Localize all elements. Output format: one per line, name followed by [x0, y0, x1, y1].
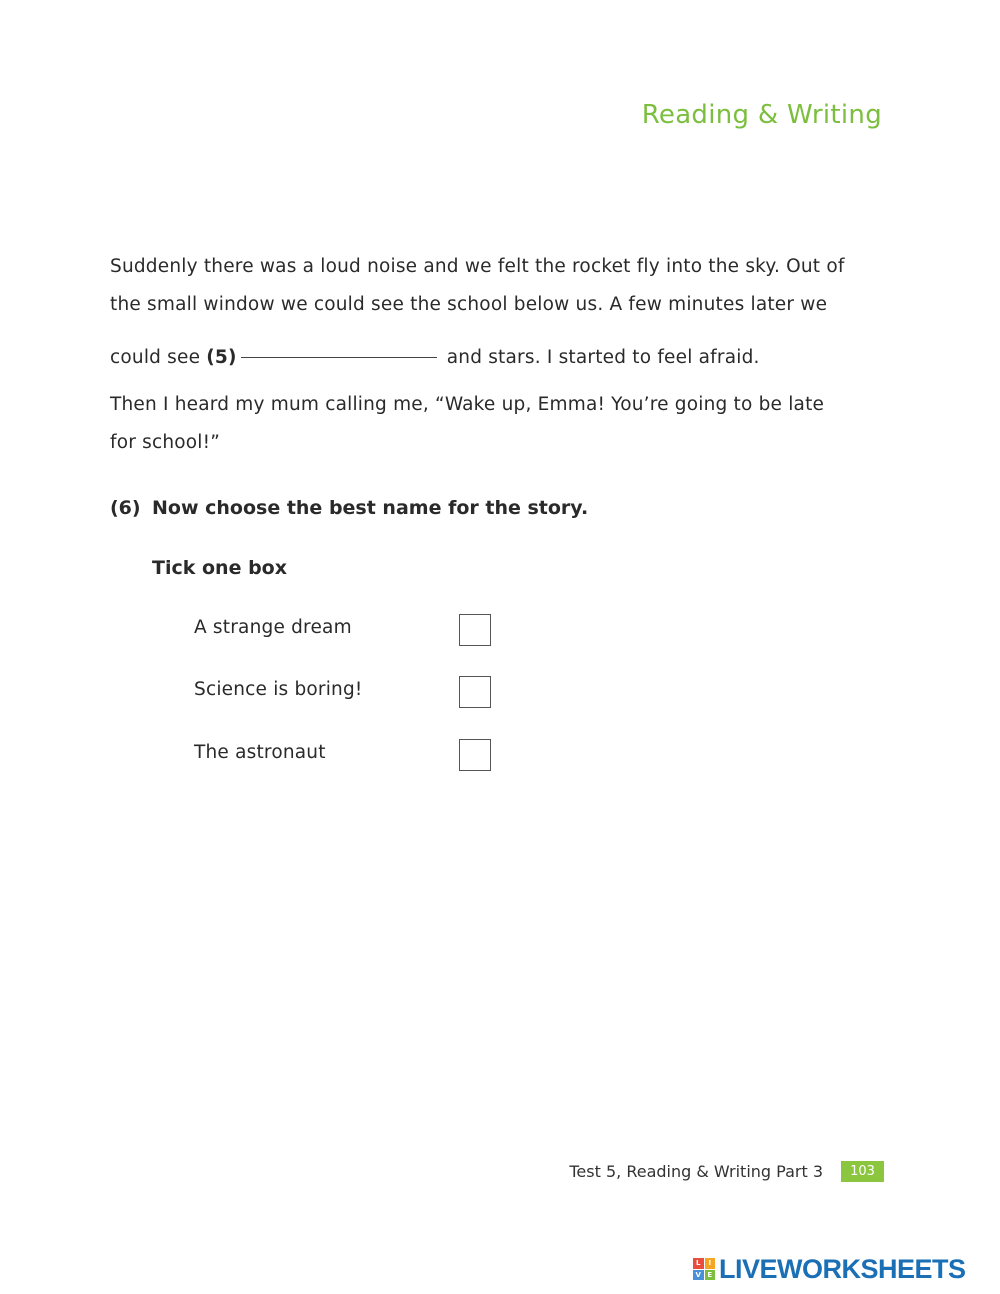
story-line-3 [110, 347, 850, 368]
tick-box-option-1[interactable] [459, 614, 491, 646]
section-title: Reading & Writing [641, 100, 882, 130]
story-line-4: Then I heard my mum calling me, “Wake up, Emma! You’re going to be late [110, 394, 825, 415]
logo-letter-e: E [705, 1270, 716, 1281]
option-label-2: Science is boring! [194, 679, 363, 700]
question-instruction: Tick one box [152, 557, 287, 579]
liveworksheets-logo-icon [693, 1258, 715, 1280]
option-label-3: The astronaut [194, 742, 326, 763]
question-text: Now choose the best name for the story. [152, 497, 589, 519]
logo-letter-v: V [693, 1270, 704, 1281]
liveworksheets-wordmark: LIVEWORKSHEETS [719, 1253, 966, 1284]
gap-number: (5) [206, 347, 237, 368]
liveworksheets-brand [693, 1254, 966, 1284]
tick-box-option-3[interactable] [459, 739, 491, 771]
story-line-3-end: and stars. I started to feel afraid. [440, 347, 760, 368]
footer-test-label: Test 5, Reading & Writing Part 3 [569, 1162, 823, 1181]
question-6 [110, 497, 588, 519]
question-number: (6) [110, 497, 141, 519]
option-label-1: A strange dream [194, 617, 352, 638]
tick-box-option-2[interactable] [459, 676, 491, 708]
answer-blank-5[interactable] [241, 356, 437, 358]
story-line-3-start: could see [110, 347, 207, 368]
story-line-2: the small window we could see the school below us. A few minutes later we [110, 294, 828, 315]
page-number-badge: 103 [841, 1161, 884, 1182]
logo-letter-i: I [705, 1258, 716, 1269]
story-line-1: Suddenly there was a loud noise and we felt the rocket fly into the sky. Out of [110, 256, 845, 277]
logo-letter-l: L [693, 1258, 704, 1269]
story-line-5: for school!” [110, 432, 221, 453]
